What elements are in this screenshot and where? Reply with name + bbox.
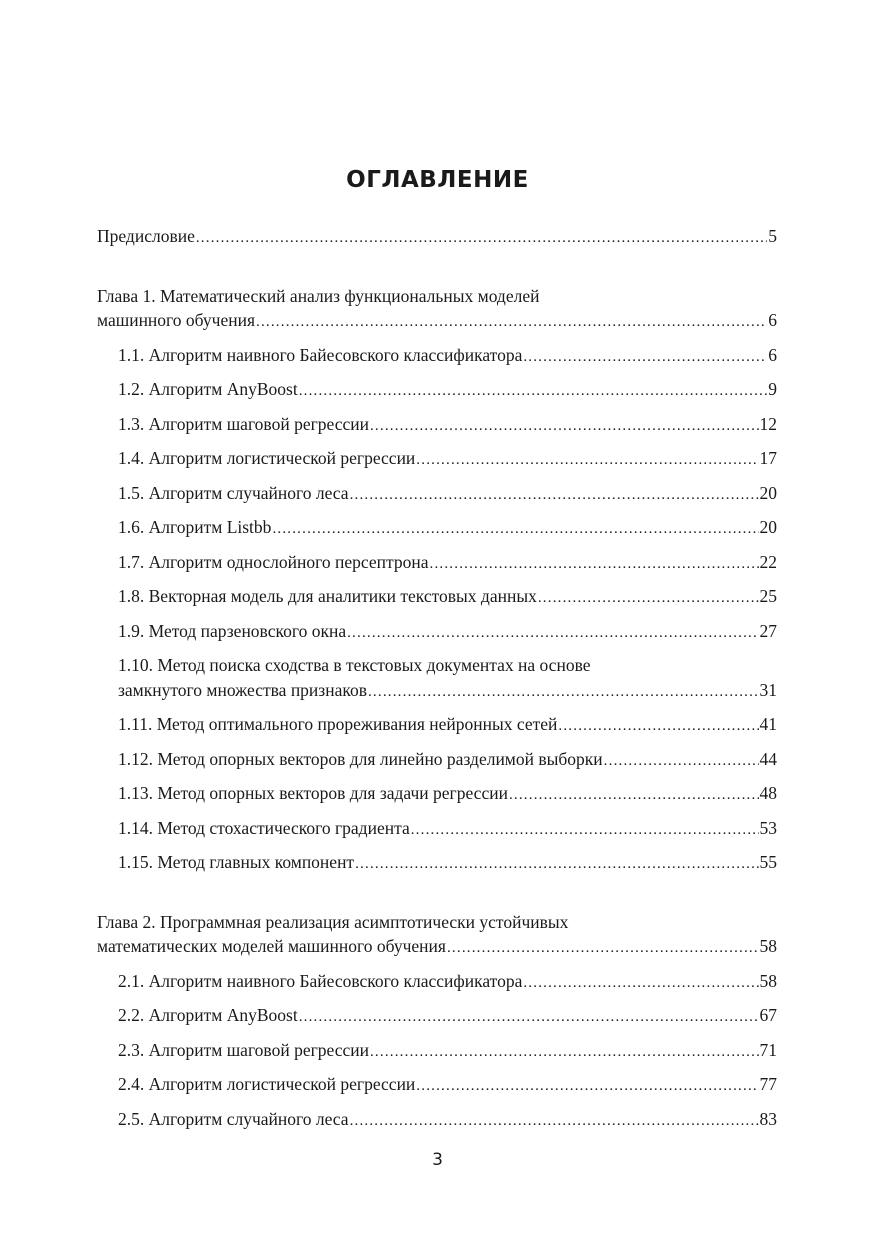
toc-entry-2-5[interactable] xyxy=(97,1107,777,1134)
toc-entry-1-2[interactable] xyxy=(97,377,777,404)
dot-leader xyxy=(299,1005,759,1030)
dot-leader xyxy=(523,971,758,996)
toc-page-number: 17 xyxy=(759,448,777,468)
toc-page-number: 48 xyxy=(759,783,777,803)
toc-entry-1-10[interactable] xyxy=(97,653,777,704)
toc-entry-1-14[interactable] xyxy=(97,816,777,843)
toc-entry-title: 1.14. Метод стохастического градиента xyxy=(118,817,410,838)
dot-leader xyxy=(447,936,759,961)
toc-entry-title: 1.8. Векторная модель для аналитики текстовых данных xyxy=(118,586,537,606)
chapter-title-line-2: машинного обучения xyxy=(97,310,255,330)
dot-leader xyxy=(272,517,758,542)
toc-page-number: 53 xyxy=(759,817,777,838)
toc-entry-1-1[interactable] xyxy=(97,343,777,370)
toc-page-number: 31 xyxy=(759,679,777,700)
toc-entry-title: 1.4. Алгоритм логистической регрессии xyxy=(118,448,416,468)
toc-entry-1-8[interactable] xyxy=(97,584,777,611)
toc-entry-1-13[interactable] xyxy=(97,781,777,808)
toc-entry-2-1[interactable] xyxy=(97,969,777,996)
toc-entry-title: 1.9. Метод парзеновского окна xyxy=(118,620,347,641)
toc-page-number: 44 xyxy=(759,748,777,769)
toc-page-number: 20 xyxy=(759,517,777,537)
toc-page-number: 58 xyxy=(759,970,777,991)
dot-leader xyxy=(558,714,758,739)
dot-leader xyxy=(538,586,759,611)
toc-entry-1-9[interactable] xyxy=(97,619,777,646)
toc-entry-title: 2.5. Алгоритм случайного леса xyxy=(118,1108,349,1129)
chapter-title-line-2: математических моделей машинного обучения xyxy=(97,936,446,956)
toc-entry-title: 1.12. Метод опорных векторов для линейно разделимой выборки xyxy=(118,748,603,769)
toc-entry-1-11[interactable] xyxy=(97,712,777,739)
toc-page-number: 58 xyxy=(759,936,777,956)
toc-page-number: 41 xyxy=(759,714,777,734)
dot-leader xyxy=(416,1074,758,1099)
toc-page-number: 6 xyxy=(768,344,777,365)
page-number: 3 xyxy=(432,1150,443,1170)
toc-entry-1-15[interactable] xyxy=(97,850,777,877)
table-of-contents xyxy=(97,224,777,1141)
dot-leader xyxy=(604,749,759,774)
toc-page-number: 5 xyxy=(768,226,777,246)
chapter-title-line-1: Глава 1. Математический анализ функциональных моделей xyxy=(97,285,540,306)
toc-page-number: 22 xyxy=(759,551,777,572)
page-title: ОГЛАВЛЕНИЕ xyxy=(346,167,529,193)
toc-page-number: 67 xyxy=(759,1005,777,1025)
toc-entry-title: Предисловие xyxy=(97,226,195,246)
toc-entry-1-5[interactable] xyxy=(97,481,777,508)
toc-entry-title: 1.6. Алгоритм Listbb xyxy=(118,517,272,537)
dot-leader xyxy=(411,818,759,843)
toc-page-number: 27 xyxy=(759,620,777,641)
toc-page-number: 83 xyxy=(759,1108,777,1129)
toc-entry-title: 2.4. Алгоритм логистической регрессии xyxy=(118,1074,416,1094)
toc-page-number: 9 xyxy=(768,379,777,399)
dot-leader xyxy=(416,448,758,473)
dot-leader xyxy=(299,379,768,404)
toc-entry-title: 2.1. Алгоритм наивного Байесовского классификатора xyxy=(118,970,523,991)
dot-leader xyxy=(350,1109,759,1134)
toc-page-number: 55 xyxy=(759,852,777,872)
dot-leader xyxy=(430,552,759,577)
dot-leader xyxy=(347,621,758,646)
toc-page-number: 6 xyxy=(768,310,777,330)
toc-entry-title: 2.2. Алгоритм AnyBoost xyxy=(118,1005,298,1025)
toc-entry-title: 1.11. Метод оптимального прореживания нейронных сетей xyxy=(118,714,558,734)
dot-leader xyxy=(355,852,758,877)
toc-entry-1-12[interactable] xyxy=(97,747,777,774)
toc-entry-1-3[interactable] xyxy=(97,412,777,439)
toc-chapter-1[interactable] xyxy=(97,284,777,335)
toc-entry-1-6[interactable] xyxy=(97,515,777,542)
toc-page-number: 12 xyxy=(759,413,777,434)
toc-entry-title: 1.13. Метод опорных векторов для задачи регрессии xyxy=(118,783,508,803)
toc-page-number: 71 xyxy=(759,1039,777,1060)
dot-leader xyxy=(523,345,767,370)
toc-page-number: 20 xyxy=(759,482,777,503)
dot-leader xyxy=(350,483,759,508)
dot-leader xyxy=(368,680,759,705)
toc-entry-title: 1.7. Алгоритм однослойного персептрона xyxy=(118,551,429,572)
toc-page-number: 25 xyxy=(759,586,777,606)
chapter-title-line-1: Глава 2. Программная реализация асимптотически устойчивых xyxy=(97,911,569,932)
toc-entry-title: 1.15. Метод главных компонент xyxy=(118,852,355,872)
toc-chapter-2[interactable] xyxy=(97,910,777,961)
toc-entry-title-line-1: 1.10. Метод поиска сходства в текстовых документах на основе xyxy=(118,655,591,675)
toc-entry-2-4[interactable] xyxy=(97,1072,777,1099)
toc-entry-title: 1.5. Алгоритм случайного леса xyxy=(118,482,349,503)
dot-leader xyxy=(509,783,759,808)
toc-entry-title: 1.2. Алгоритм AnyBoost xyxy=(118,379,298,399)
toc-entry-2-3[interactable] xyxy=(97,1038,777,1065)
toc-entry-title: 1.1. Алгоритм наивного Байесовского классификатора xyxy=(118,344,523,365)
dot-leader xyxy=(256,310,767,335)
toc-entry-2-2[interactable] xyxy=(97,1003,777,1030)
dot-leader xyxy=(196,226,767,251)
toc-entry-title-line-2: замкнутого множества признаков xyxy=(118,679,367,700)
toc-entry-preface[interactable] xyxy=(97,224,777,251)
dot-leader xyxy=(370,1040,759,1065)
toc-entry-title: 1.3. Алгоритм шаговой регрессии xyxy=(118,413,369,434)
toc-entry-title: 2.3. Алгоритм шаговой регрессии xyxy=(118,1039,369,1060)
toc-page-number: 77 xyxy=(759,1074,777,1094)
toc-entry-1-7[interactable] xyxy=(97,550,777,577)
toc-entry-1-4[interactable] xyxy=(97,446,777,473)
dot-leader xyxy=(370,414,759,439)
